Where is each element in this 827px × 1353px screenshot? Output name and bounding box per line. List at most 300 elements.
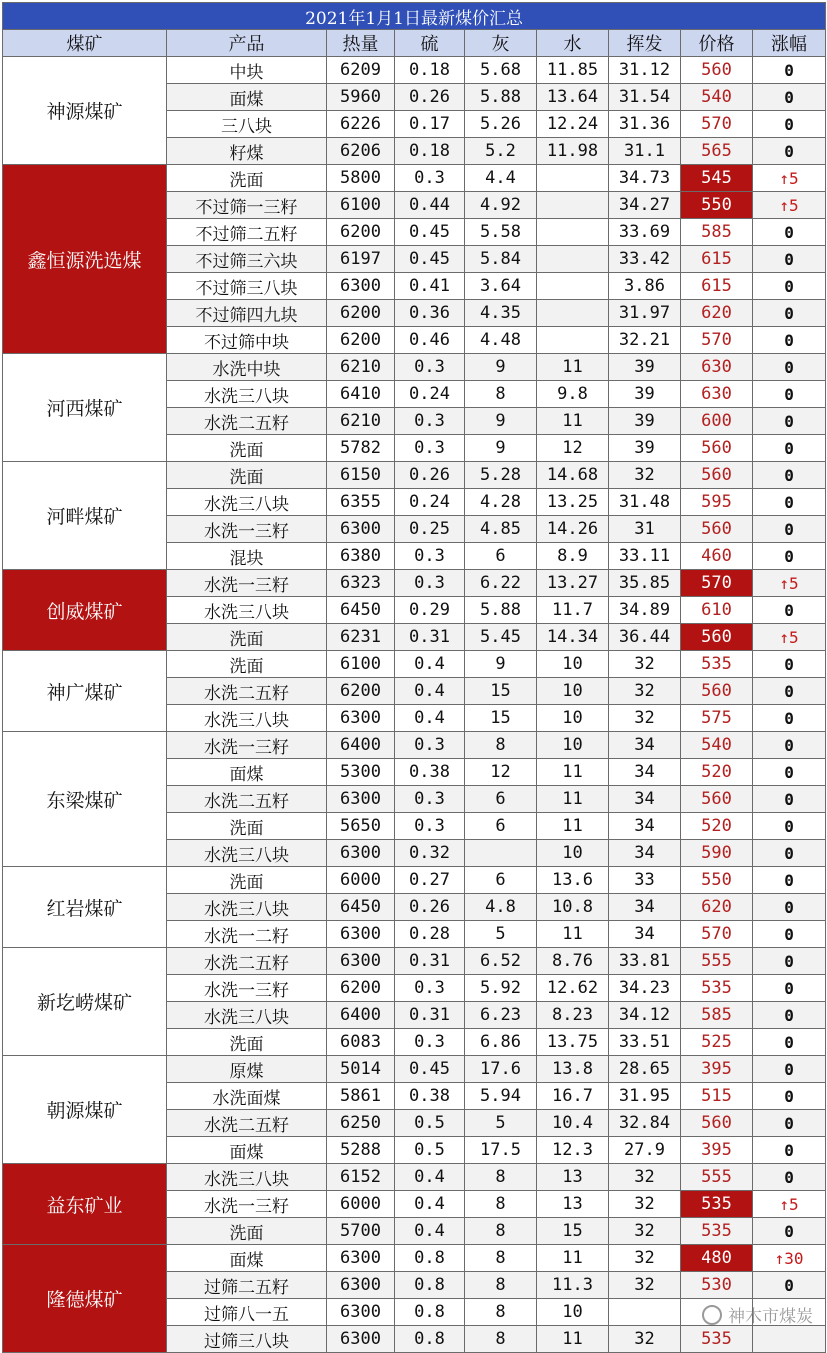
volatile-cell: 34.27 (609, 192, 681, 219)
table-body (3, 57, 826, 1353)
table-row (3, 867, 826, 894)
sulfur-cell: 0.8 (395, 1326, 465, 1353)
price-cell: 540 (681, 84, 753, 111)
sulfur-cell: 0.4 (395, 1218, 465, 1245)
ash-cell: 9 (465, 651, 537, 678)
water-cell: 13 (537, 1164, 609, 1191)
heat-cell: 6200 (327, 327, 395, 354)
mine-name-cell: 朝源煤矿 (3, 1056, 167, 1164)
heat-cell: 6300 (327, 705, 395, 732)
water-cell: 11 (537, 921, 609, 948)
volatile-cell: 32 (609, 1191, 681, 1218)
header-row (3, 30, 826, 57)
product-cell: 水洗三八块 (167, 597, 327, 624)
volatile-cell: 34 (609, 759, 681, 786)
heat-cell: 6300 (327, 948, 395, 975)
product-cell: 水洗三八块 (167, 705, 327, 732)
water-cell: 11 (537, 786, 609, 813)
price-cell: 395 (681, 1137, 753, 1164)
product-cell: 不过筛中块 (167, 327, 327, 354)
table-row (3, 165, 826, 192)
mine-name-cell: 鑫恒源洗选煤 (3, 165, 167, 354)
change-cell: 0 (753, 1272, 826, 1299)
product-cell: 水洗一三籽 (167, 732, 327, 759)
volatile-cell: 34 (609, 921, 681, 948)
change-cell: 0 (753, 921, 826, 948)
heat-cell: 5960 (327, 84, 395, 111)
volatile-cell: 34.12 (609, 1002, 681, 1029)
heat-cell: 6400 (327, 1002, 395, 1029)
volatile-cell: 33.42 (609, 246, 681, 273)
sulfur-cell: 0.3 (395, 165, 465, 192)
mine-name-cell: 红岩煤矿 (3, 867, 167, 948)
water-cell: 10 (537, 732, 609, 759)
ash-cell: 8 (465, 1326, 537, 1353)
product-cell: 水洗二五籽 (167, 408, 327, 435)
sulfur-cell: 0.38 (395, 759, 465, 786)
sulfur-cell: 0.38 (395, 1083, 465, 1110)
heat-cell: 6300 (327, 273, 395, 300)
heat-cell: 6300 (327, 1245, 395, 1272)
price-cell: 575 (681, 705, 753, 732)
change-cell: 0 (753, 1029, 826, 1056)
ash-cell: 5 (465, 921, 537, 948)
product-cell: 水洗二五籽 (167, 948, 327, 975)
mine-name-cell: 创威煤矿 (3, 570, 167, 651)
water-cell: 10.8 (537, 894, 609, 921)
water-cell: 13.8 (537, 1056, 609, 1083)
ash-cell: 5.2 (465, 138, 537, 165)
heat-cell: 6250 (327, 1110, 395, 1137)
sulfur-cell: 0.18 (395, 138, 465, 165)
price-cell: 545 (681, 165, 753, 192)
change-cell: 0 (753, 786, 826, 813)
sulfur-cell: 0.3 (395, 975, 465, 1002)
sulfur-cell: 0.32 (395, 840, 465, 867)
sulfur-cell: 0.3 (395, 354, 465, 381)
sulfur-cell: 0.31 (395, 1002, 465, 1029)
volatile-cell: 32 (609, 705, 681, 732)
change-cell: 0 (753, 1137, 826, 1164)
ash-cell: 5.94 (465, 1083, 537, 1110)
volatile-cell: 33.81 (609, 948, 681, 975)
heat-cell: 5700 (327, 1218, 395, 1245)
water-cell: 11.85 (537, 57, 609, 84)
ash-cell: 5 (465, 1110, 537, 1137)
price-table-container (2, 2, 825, 1353)
product-cell: 水洗三八块 (167, 1002, 327, 1029)
water-cell: 10 (537, 705, 609, 732)
price-cell: 585 (681, 219, 753, 246)
volatile-cell: 28.65 (609, 1056, 681, 1083)
product-cell: 籽煤 (167, 138, 327, 165)
heat-cell: 6300 (327, 1326, 395, 1353)
volatile-cell: 39 (609, 435, 681, 462)
sulfur-cell: 0.3 (395, 408, 465, 435)
change-cell: 0 (753, 327, 826, 354)
ash-cell: 8 (465, 732, 537, 759)
water-cell: 11.98 (537, 138, 609, 165)
water-cell (537, 165, 609, 192)
column-header: 煤矿 (3, 30, 167, 57)
ash-cell: 6 (465, 867, 537, 894)
price-cell: 530 (681, 1272, 753, 1299)
product-cell: 水洗一三籽 (167, 975, 327, 1002)
product-cell: 洗面 (167, 435, 327, 462)
table-row (3, 462, 826, 489)
product-cell: 不过筛二五籽 (167, 219, 327, 246)
price-cell: 560 (681, 1110, 753, 1137)
price-cell: 590 (681, 840, 753, 867)
change-cell: 0 (753, 840, 826, 867)
volatile-cell: 34.73 (609, 165, 681, 192)
change-cell: 0 (753, 759, 826, 786)
column-header: 硫 (395, 30, 465, 57)
sulfur-cell: 0.31 (395, 624, 465, 651)
heat-cell: 6150 (327, 462, 395, 489)
sulfur-cell: 0.4 (395, 1164, 465, 1191)
volatile-cell: 34.89 (609, 597, 681, 624)
price-cell: 570 (681, 327, 753, 354)
change-cell: 0 (753, 489, 826, 516)
sulfur-cell: 0.3 (395, 786, 465, 813)
mine-name-cell: 新圪崂煤矿 (3, 948, 167, 1056)
title-row (3, 3, 826, 30)
ash-cell: 15 (465, 705, 537, 732)
product-cell: 水洗中块 (167, 354, 327, 381)
heat-cell: 5861 (327, 1083, 395, 1110)
volatile-cell: 32 (609, 651, 681, 678)
table-row (3, 948, 826, 975)
product-cell: 面煤 (167, 84, 327, 111)
water-cell: 10 (537, 840, 609, 867)
product-cell: 水洗二五籽 (167, 1110, 327, 1137)
water-cell: 12.3 (537, 1137, 609, 1164)
sulfur-cell: 0.5 (395, 1110, 465, 1137)
volatile-cell: 34 (609, 786, 681, 813)
heat-cell: 6200 (327, 975, 395, 1002)
change-cell: 0 (753, 57, 826, 84)
change-cell: 0 (753, 948, 826, 975)
ash-cell: 3.64 (465, 273, 537, 300)
heat-cell: 6210 (327, 408, 395, 435)
watermark (702, 1302, 813, 1327)
ash-cell: 6.23 (465, 1002, 537, 1029)
change-cell: 0 (753, 867, 826, 894)
watermark-text: 神木市煤炭 (728, 1307, 813, 1327)
change-cell: 0 (753, 1002, 826, 1029)
price-cell: 595 (681, 489, 753, 516)
heat-cell: 6450 (327, 894, 395, 921)
change-cell: 0 (753, 408, 826, 435)
mine-name-cell: 东梁煤矿 (3, 732, 167, 867)
product-cell: 洗面 (167, 165, 327, 192)
ash-cell: 8 (465, 1272, 537, 1299)
table-row (3, 354, 826, 381)
price-cell: 480 (681, 1245, 753, 1272)
product-cell: 洗面 (167, 462, 327, 489)
volatile-cell: 32 (609, 1326, 681, 1353)
heat-cell: 6400 (327, 732, 395, 759)
coal-price-table (2, 2, 826, 1353)
sulfur-cell: 0.18 (395, 57, 465, 84)
heat-cell: 5300 (327, 759, 395, 786)
sulfur-cell: 0.3 (395, 435, 465, 462)
ash-cell: 6.86 (465, 1029, 537, 1056)
mine-name-cell: 神源煤矿 (3, 57, 167, 165)
volatile-cell: 31.36 (609, 111, 681, 138)
sulfur-cell: 0.5 (395, 1137, 465, 1164)
sulfur-cell: 0.26 (395, 462, 465, 489)
water-cell: 12.62 (537, 975, 609, 1002)
volatile-cell: 34 (609, 840, 681, 867)
sulfur-cell: 0.36 (395, 300, 465, 327)
change-cell: 0 (753, 1083, 826, 1110)
price-cell: 600 (681, 408, 753, 435)
price-cell: 395 (681, 1056, 753, 1083)
heat-cell: 6355 (327, 489, 395, 516)
change-cell: ↑5 (753, 192, 826, 219)
change-cell: ↑5 (753, 570, 826, 597)
heat-cell: 6380 (327, 543, 395, 570)
price-cell: 560 (681, 678, 753, 705)
ash-cell: 8 (465, 1245, 537, 1272)
change-cell: 0 (753, 975, 826, 1002)
water-cell: 16.7 (537, 1083, 609, 1110)
price-cell: 560 (681, 435, 753, 462)
sulfur-cell: 0.46 (395, 327, 465, 354)
mine-name-cell: 隆德煤矿 (3, 1245, 167, 1353)
price-cell: 535 (681, 1218, 753, 1245)
sulfur-cell: 0.4 (395, 705, 465, 732)
heat-cell: 6200 (327, 219, 395, 246)
change-cell (753, 1326, 826, 1353)
volatile-cell: 31.97 (609, 300, 681, 327)
product-cell: 混块 (167, 543, 327, 570)
product-cell: 不过筛一三籽 (167, 192, 327, 219)
sulfur-cell: 0.17 (395, 111, 465, 138)
ash-cell: 5.45 (465, 624, 537, 651)
volatile-cell: 34 (609, 732, 681, 759)
heat-cell: 5650 (327, 813, 395, 840)
volatile-cell: 31.1 (609, 138, 681, 165)
water-cell: 8.23 (537, 1002, 609, 1029)
ash-cell: 12 (465, 759, 537, 786)
price-cell: 555 (681, 1164, 753, 1191)
heat-cell: 5800 (327, 165, 395, 192)
sulfur-cell: 0.27 (395, 867, 465, 894)
change-cell: 0 (753, 1218, 826, 1245)
ash-cell: 6 (465, 543, 537, 570)
water-cell: 9.8 (537, 381, 609, 408)
heat-cell: 6231 (327, 624, 395, 651)
water-cell: 13 (537, 1191, 609, 1218)
ash-cell: 6.22 (465, 570, 537, 597)
change-cell: 0 (753, 894, 826, 921)
volatile-cell: 33.11 (609, 543, 681, 570)
product-cell: 洗面 (167, 1029, 327, 1056)
volatile-cell: 32 (609, 1245, 681, 1272)
price-cell: 570 (681, 921, 753, 948)
sulfur-cell: 0.3 (395, 1029, 465, 1056)
heat-cell: 6300 (327, 1299, 395, 1326)
water-cell: 13.75 (537, 1029, 609, 1056)
heat-cell: 6100 (327, 192, 395, 219)
product-cell: 三八块 (167, 111, 327, 138)
change-cell: 0 (753, 516, 826, 543)
price-cell: 620 (681, 894, 753, 921)
product-cell: 水洗一三籽 (167, 570, 327, 597)
ash-cell: 5.88 (465, 84, 537, 111)
sulfur-cell: 0.26 (395, 894, 465, 921)
water-cell: 10 (537, 678, 609, 705)
water-cell: 11 (537, 1245, 609, 1272)
product-cell: 水洗三八块 (167, 894, 327, 921)
product-cell: 不过筛三六块 (167, 246, 327, 273)
change-cell: 0 (753, 219, 826, 246)
price-cell: 525 (681, 1029, 753, 1056)
volatile-cell: 34 (609, 894, 681, 921)
volatile-cell (609, 1299, 681, 1326)
product-cell: 中块 (167, 57, 327, 84)
water-cell: 10 (537, 651, 609, 678)
change-cell: 0 (753, 732, 826, 759)
change-cell: ↑5 (753, 1191, 826, 1218)
ash-cell: 4.8 (465, 894, 537, 921)
price-cell: 550 (681, 867, 753, 894)
ash-cell: 17.5 (465, 1137, 537, 1164)
water-cell: 13.64 (537, 84, 609, 111)
product-cell: 面煤 (167, 1137, 327, 1164)
product-cell: 不过筛四九块 (167, 300, 327, 327)
price-cell: 560 (681, 516, 753, 543)
table-row (3, 1164, 826, 1191)
product-cell: 过筛二五籽 (167, 1272, 327, 1299)
change-cell: ↑5 (753, 624, 826, 651)
heat-cell: 6100 (327, 651, 395, 678)
heat-cell: 6152 (327, 1164, 395, 1191)
heat-cell: 5288 (327, 1137, 395, 1164)
heat-cell: 6000 (327, 1191, 395, 1218)
product-cell: 水洗一三籽 (167, 1191, 327, 1218)
volatile-cell: 32.21 (609, 327, 681, 354)
column-header: 涨幅 (753, 30, 826, 57)
volatile-cell: 33.51 (609, 1029, 681, 1056)
sulfur-cell: 0.3 (395, 570, 465, 597)
price-cell: 560 (681, 786, 753, 813)
ash-cell: 8 (465, 381, 537, 408)
heat-cell: 6000 (327, 867, 395, 894)
ash-cell: 4.4 (465, 165, 537, 192)
ash-cell: 9 (465, 354, 537, 381)
water-cell (537, 219, 609, 246)
mine-name-cell: 神广煤矿 (3, 651, 167, 732)
volatile-cell: 34.23 (609, 975, 681, 1002)
price-cell: 570 (681, 570, 753, 597)
table-row (3, 651, 826, 678)
sulfur-cell: 0.3 (395, 813, 465, 840)
change-cell: 0 (753, 651, 826, 678)
product-cell: 原煤 (167, 1056, 327, 1083)
water-cell: 12 (537, 435, 609, 462)
product-cell: 水洗三八块 (167, 489, 327, 516)
water-cell (537, 327, 609, 354)
product-cell: 过筛八一五 (167, 1299, 327, 1326)
wechat-icon (702, 1305, 722, 1325)
price-cell: 550 (681, 192, 753, 219)
sulfur-cell: 0.31 (395, 948, 465, 975)
sulfur-cell: 0.45 (395, 1056, 465, 1083)
change-cell: 0 (753, 246, 826, 273)
water-cell: 11 (537, 354, 609, 381)
ash-cell: 6 (465, 813, 537, 840)
price-cell: 570 (681, 111, 753, 138)
column-header: 水 (537, 30, 609, 57)
sulfur-cell: 0.3 (395, 732, 465, 759)
volatile-cell: 31.95 (609, 1083, 681, 1110)
volatile-cell: 32 (609, 678, 681, 705)
heat-cell: 6300 (327, 840, 395, 867)
change-cell: 0 (753, 111, 826, 138)
heat-cell: 6300 (327, 786, 395, 813)
product-cell: 过筛三八块 (167, 1326, 327, 1353)
heat-cell: 6200 (327, 300, 395, 327)
change-cell: 0 (753, 138, 826, 165)
ash-cell: 8 (465, 1218, 537, 1245)
sulfur-cell: 0.45 (395, 246, 465, 273)
product-cell: 水洗三八块 (167, 840, 327, 867)
volatile-cell: 27.9 (609, 1137, 681, 1164)
heat-cell: 6210 (327, 354, 395, 381)
price-cell: 615 (681, 273, 753, 300)
sulfur-cell: 0.29 (395, 597, 465, 624)
volatile-cell: 35.85 (609, 570, 681, 597)
ash-cell: 5.28 (465, 462, 537, 489)
change-cell: 0 (753, 1110, 826, 1137)
change-cell: 0 (753, 597, 826, 624)
volatile-cell: 31.12 (609, 57, 681, 84)
heat-cell: 6200 (327, 678, 395, 705)
price-cell: 630 (681, 381, 753, 408)
heat-cell: 6209 (327, 57, 395, 84)
ash-cell: 9 (465, 408, 537, 435)
product-cell: 洗面 (167, 624, 327, 651)
price-cell: 630 (681, 354, 753, 381)
ash-cell: 4.85 (465, 516, 537, 543)
water-cell: 11.3 (537, 1272, 609, 1299)
sulfur-cell: 0.4 (395, 651, 465, 678)
water-cell: 13.25 (537, 489, 609, 516)
table-row (3, 1056, 826, 1083)
heat-cell: 6450 (327, 597, 395, 624)
change-cell: 0 (753, 813, 826, 840)
ash-cell: 17.6 (465, 1056, 537, 1083)
product-cell: 水洗二五籽 (167, 678, 327, 705)
water-cell: 14.26 (537, 516, 609, 543)
ash-cell: 4.92 (465, 192, 537, 219)
sulfur-cell: 0.8 (395, 1299, 465, 1326)
volatile-cell: 36.44 (609, 624, 681, 651)
heat-cell: 6323 (327, 570, 395, 597)
product-cell: 洗面 (167, 651, 327, 678)
sulfur-cell: 0.26 (395, 84, 465, 111)
water-cell (537, 273, 609, 300)
water-cell (537, 192, 609, 219)
product-cell: 洗面 (167, 867, 327, 894)
heat-cell: 6197 (327, 246, 395, 273)
price-cell: 560 (681, 462, 753, 489)
volatile-cell: 39 (609, 354, 681, 381)
